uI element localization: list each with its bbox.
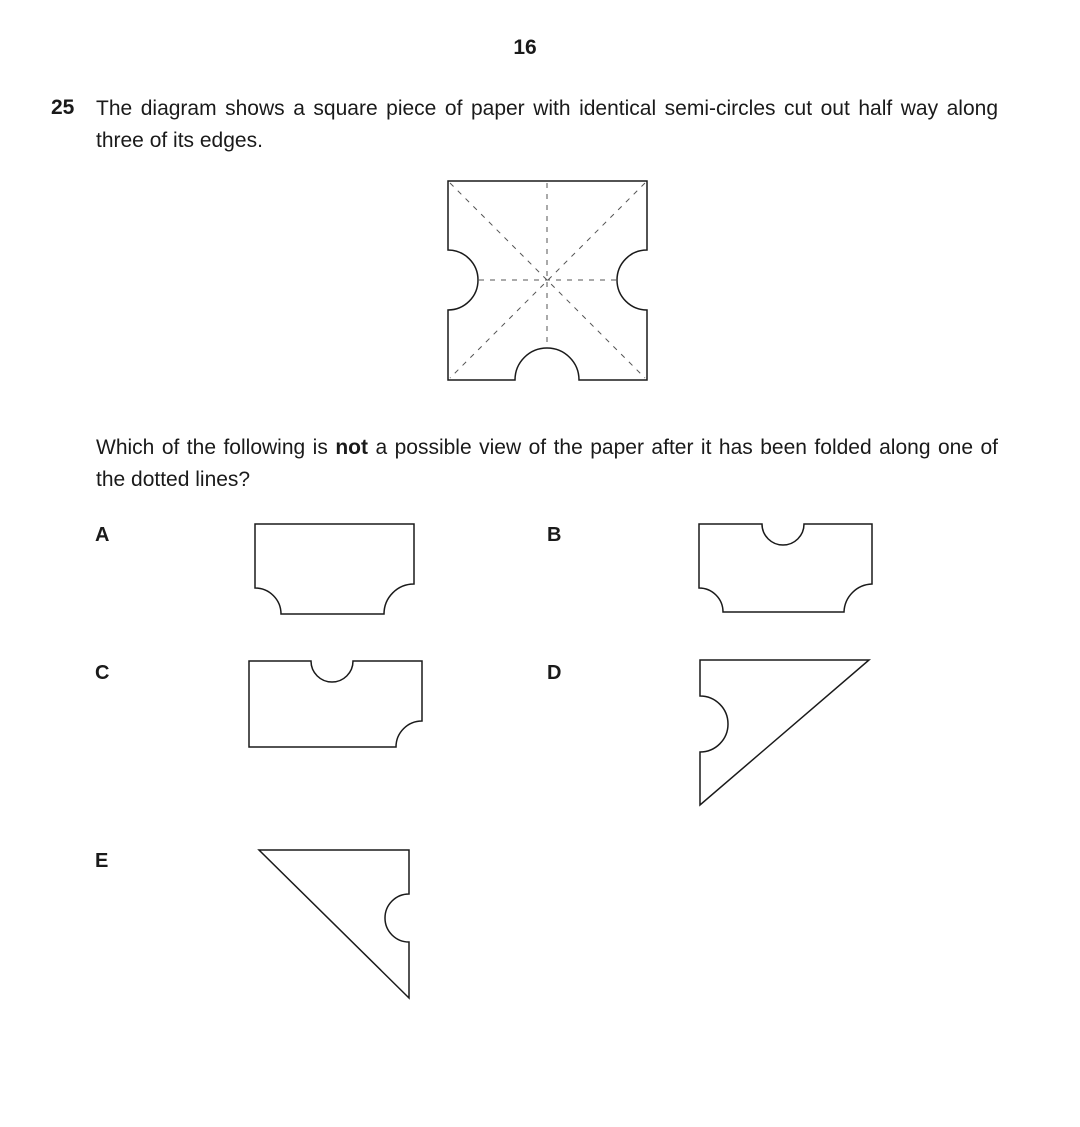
question-prompt: [96, 432, 998, 496]
question-intro: The diagram shows a square piece of paper with identical semi-circles cut out half way along three of its edges.: [96, 97, 998, 152]
square-paper-diagram: [446, 179, 649, 382]
option-c-label[interactable]: C: [95, 662, 110, 684]
option-d-label[interactable]: D: [547, 662, 562, 684]
page-number: 16: [513, 36, 537, 59]
option-e-label[interactable]: E: [95, 850, 109, 872]
option-d-shape[interactable]: [698, 658, 872, 808]
option-b-shape[interactable]: [697, 522, 874, 614]
prompt-text-before: Which of the following is: [96, 436, 336, 459]
question-number: 25: [51, 96, 75, 119]
option-a-shape[interactable]: [253, 522, 417, 616]
option-c-shape[interactable]: [247, 659, 425, 750]
prompt-text-after: a possible view of the paper after it has been folded along one of the dotted lines?: [96, 436, 998, 491]
option-e-shape[interactable]: [257, 848, 412, 1000]
option-a-label[interactable]: A: [95, 524, 110, 546]
option-b-label[interactable]: B: [547, 524, 562, 546]
prompt-emphasis: not: [335, 436, 368, 459]
